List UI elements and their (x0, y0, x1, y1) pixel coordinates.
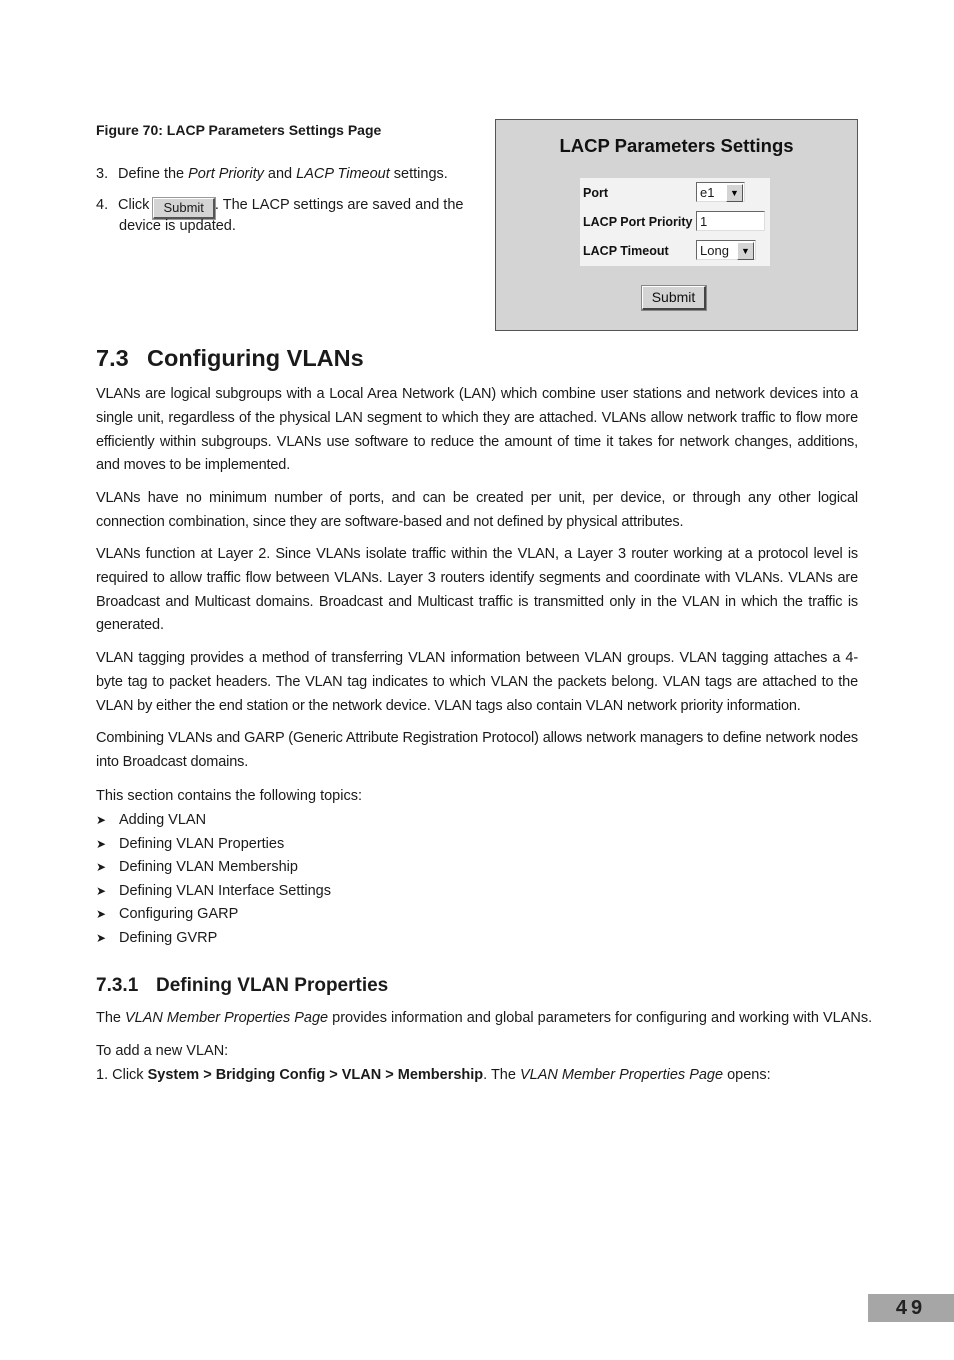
step-3-text-post: settings. (389, 166, 448, 182)
intro-post: provides information and global parameters for configuring and working with VLANs. (328, 1010, 873, 1026)
page-number: 49 (868, 1294, 954, 1322)
topic-item (96, 880, 331, 904)
subsection-number: 7.3.1 (96, 975, 139, 996)
step-3-number: 3. (96, 166, 109, 182)
timeout-select[interactable] (696, 240, 756, 260)
step-1-menu-path: System > Bridging Config > VLAN > Membership (147, 1067, 484, 1083)
topic-label: Adding VLAN (119, 812, 207, 828)
step-4-text-pre: Click (118, 197, 154, 213)
step-3-text-pre: Define the (118, 166, 189, 182)
intro-pre: The (96, 1010, 126, 1026)
port-priority-input[interactable] (696, 211, 765, 231)
panel-title: LACP Parameters Settings (559, 135, 794, 156)
paragraph-3: VLANs function at Layer 2. Since VLANs isolate traffic within the VLAN, a Layer 3 router working at a protocol level is required to allow traffic flow between VLANs. Layer 3 routers identify segments and coordinate with VLANs. VLANs are Broadcast and Multicast domains. Broadcast and Multicast traffic is transmitted only in the VLAN in which the traffic is generated. (96, 546, 858, 634)
port-priority-value: 1 (700, 214, 708, 229)
timeout-label: LACP Timeout (583, 244, 669, 258)
arrowhead-icon: ➤ (96, 836, 107, 851)
add-vlan-intro: To add a new VLAN: (96, 1043, 229, 1059)
paragraph-1: VLANs are logical subgroups with a Local Area Network (LAN) which combine user stations and network devices into a single unit, regardless of the physical LAN segment to which they are attached. VLANs allow network traffic to flow more efficiently within subgroups. VLANs use software to reduce the amount of time it takes for network changes, additions, and moves to be implemented. (96, 386, 858, 474)
arrowhead-icon: ➤ (96, 813, 107, 827)
arrowhead-icon: ➤ (96, 883, 107, 898)
port-select[interactable] (696, 182, 745, 202)
topic-item (96, 903, 331, 927)
subsection-heading (96, 975, 388, 997)
subsection-intro (96, 1008, 872, 1028)
intro-page-name: VLAN Member Properties Page (125, 1010, 329, 1026)
paragraph-4: VLAN tagging provides a method of transferring VLAN information between VLAN groups. VLAN tagging attaches a 4-byte tag to packet headers. The VLAN tag indicates to which VLAN the packets belong. VLAN tags are attached to the VLAN by either the end station or the network device. VLAN tags also contain VLAN network priority information. (96, 650, 858, 714)
settings-table (580, 178, 770, 266)
topic-item (96, 927, 331, 951)
arrowhead-icon: ➤ (96, 860, 107, 874)
row-port-priority (580, 208, 770, 236)
chevron-down-icon: ▼ (726, 184, 743, 202)
topic-label: Configuring GARP (119, 906, 239, 922)
panel-submit-button[interactable]: Submit (642, 286, 706, 310)
row-timeout (580, 237, 770, 265)
step-1-page-name: VLAN Member Properties Page (519, 1067, 724, 1083)
step-3 (96, 164, 448, 184)
step-4-text-post: . The LACP settings are saved and the (214, 197, 464, 213)
paragraph-2: VLANs have no minimum number of ports, and can be created per unit, per device, or through any other logical connection combination, since they are software-based and not defined by physical attributes. (96, 490, 858, 530)
topics-intro: This section contains the following topics: (96, 788, 362, 804)
section-heading (96, 345, 364, 372)
port-priority-label: LACP Port Priority (583, 215, 693, 229)
topic-item (96, 833, 331, 857)
section-title: Configuring VLANs (147, 345, 364, 371)
subsection-title: Defining VLAN Properties (156, 975, 389, 996)
step-1-post: opens: (723, 1067, 771, 1083)
row-port (580, 179, 770, 207)
port-label: Port (583, 186, 608, 200)
step-4-number: 4. (96, 197, 109, 213)
port-select-value: e1 (700, 185, 715, 200)
chevron-down-icon: ▼ (737, 242, 754, 260)
topics-list (96, 809, 331, 950)
topic-label: Defining VLAN Interface Settings (119, 882, 331, 899)
add-vlan-step-1 (96, 1065, 771, 1085)
section-number: 7.3 (96, 345, 129, 371)
step-3-lacp-timeout: LACP Timeout (296, 166, 390, 182)
step-3-text-mid: and (263, 166, 297, 182)
timeout-select-value: Long (700, 243, 729, 258)
arrowhead-icon: ➤ (96, 907, 107, 921)
arrowhead-icon: ➤ (96, 930, 107, 945)
paragraph-5: Combining VLANs and GARP (Generic Attribute Registration Protocol) allows network managers to define network nodes into Broadcast domains. (96, 730, 858, 770)
topic-item (96, 856, 331, 880)
step-3-port-priority: Port Priority (188, 166, 264, 182)
topic-label: Defining GVRP (119, 929, 218, 946)
step-1-pre: 1. Click (96, 1067, 148, 1083)
inline-submit-button[interactable]: Submit (153, 198, 214, 219)
step-1-mid: . The (483, 1067, 520, 1083)
figure-caption: Figure 70: LACP Parameters Settings Page (96, 122, 382, 138)
topic-label: Defining VLAN Membership (119, 859, 298, 875)
topic-item (96, 809, 331, 833)
lacp-settings-panel (495, 119, 858, 331)
step-4-line2: device is updated. (119, 218, 236, 234)
topic-label: Defining VLAN Properties (119, 835, 285, 852)
